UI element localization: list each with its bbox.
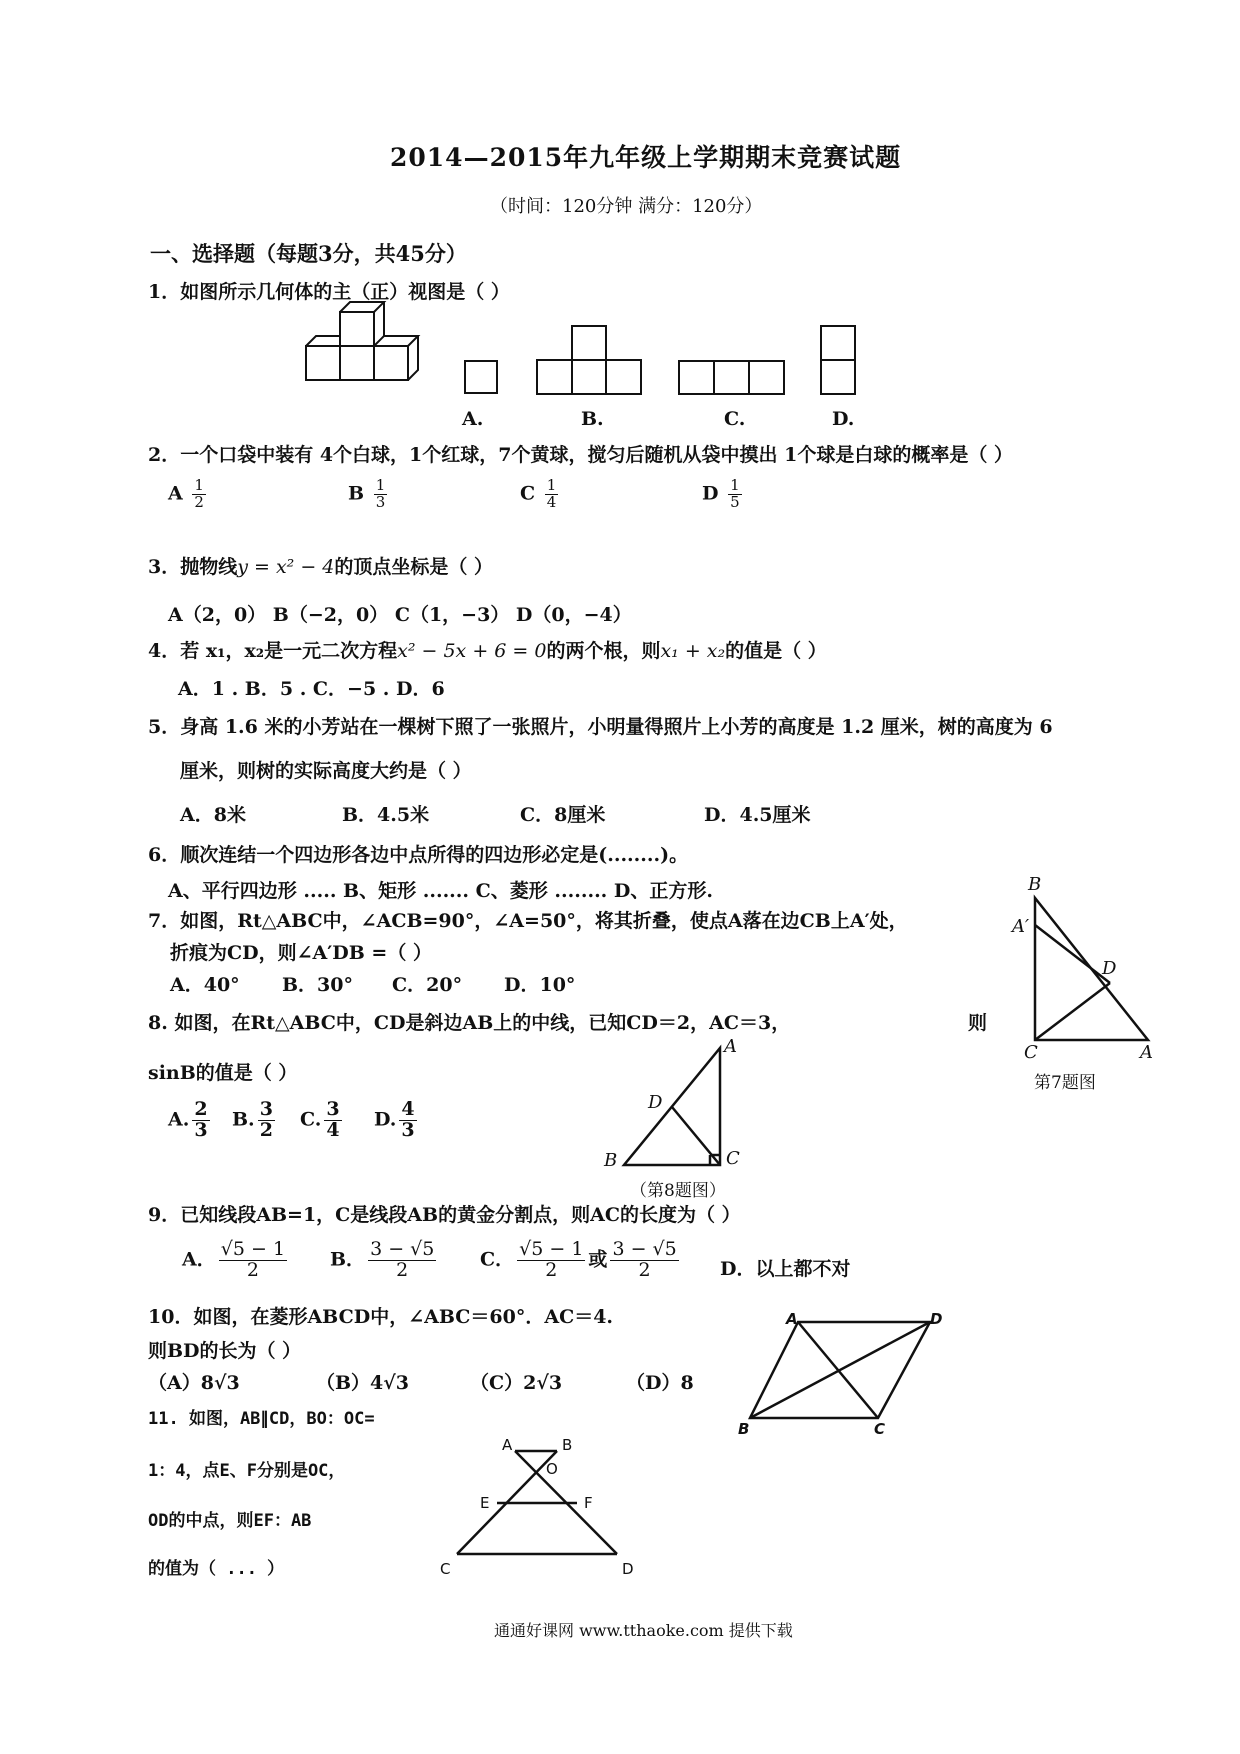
fraction — [368, 1240, 436, 1281]
question-10-line1: 10．如图，在菱形ABCD中，∠ABC＝60°．AC＝4. — [148, 1306, 614, 1328]
q8-label-b: B — [604, 1150, 618, 1171]
footer-source: 通通好课网 www.tthaoke.com 提供下载 — [494, 1621, 793, 1640]
fraction — [399, 1100, 416, 1141]
denominator: 2 — [545, 1258, 558, 1281]
fraction — [258, 1100, 275, 1141]
q11-label-e: E — [480, 1494, 490, 1512]
q1-option-a-figure — [464, 360, 498, 394]
q8-option-d[interactable] — [374, 1100, 420, 1141]
section-heading: 一、选择题（每题3分，共45分） — [150, 241, 467, 266]
q10-label-d: D — [930, 1310, 943, 1328]
option-letter: A． — [182, 1248, 216, 1271]
q10-label-c: C — [874, 1420, 886, 1438]
question-3-stem — [148, 552, 493, 579]
q1-option-b-figure — [536, 325, 644, 395]
question-7-line1: 7．如图，Rt△ABC中，∠ACB=90°，∠A=50°，将其折叠，使点A落在边CB上A′处， — [148, 910, 908, 932]
q8-triangle-figure — [620, 1045, 730, 1170]
question-5-line2: 厘米，则树的实际高度大约是（ ） — [180, 760, 472, 782]
fraction — [610, 1240, 678, 1281]
q7-label-a-prime: A′ — [1012, 916, 1030, 937]
formula-sum: x₁ + x₂ — [660, 640, 726, 662]
question-9-stem: 9．已知线段AB=1，C是线段AB的黄金分割点，则AC的长度为（ ） — [148, 1204, 741, 1226]
q7-label-d: D — [1102, 958, 1117, 979]
q11-label-d: D — [622, 1560, 634, 1578]
numerator: 4 — [401, 1098, 415, 1120]
q7-label-c: C — [1024, 1042, 1038, 1063]
question-11-line3: OD的中点，则EF：AB — [148, 1511, 312, 1531]
q10-option-a[interactable]: （A）8√3 — [148, 1372, 240, 1394]
question-8-line1-end: 则 — [968, 1012, 988, 1034]
fraction — [219, 1240, 287, 1281]
fraction — [192, 1100, 209, 1141]
denominator: 3 — [401, 1118, 415, 1141]
q9-option-a[interactable] — [182, 1240, 290, 1281]
denominator: 2 — [396, 1258, 409, 1281]
q11-label-o: O — [546, 1460, 558, 1478]
q11-label-b: B — [562, 1436, 573, 1454]
q1-option-c[interactable]: C. — [724, 408, 746, 430]
numerator: 1 — [375, 476, 386, 494]
formula: x² − 5x + 6 = 0 — [397, 640, 547, 662]
q7-option-a[interactable]: A．40° — [170, 974, 240, 996]
numerator: 1 — [730, 476, 740, 494]
exam-time-info: （时间：120分钟 满分：120分） — [490, 196, 763, 217]
option-letter: D — [702, 482, 719, 505]
q7-figure-caption: 第7题图 — [1034, 1073, 1096, 1093]
question-7-line2: 折痕为CD，则∠A′DB =（ ） — [170, 942, 432, 964]
denominator: 4 — [546, 492, 557, 511]
q7-option-c[interactable]: C．20° — [392, 974, 463, 996]
numerator: 3 — [326, 1098, 340, 1120]
numerator: 3 − √5 — [612, 1238, 677, 1260]
q1-option-d-figure — [820, 325, 856, 395]
option-letter: C． — [480, 1248, 515, 1271]
option-letter: A. — [168, 1108, 190, 1131]
q8-label-c: C — [726, 1148, 740, 1169]
q5-option-b[interactable]: B．4.5米 — [342, 804, 430, 826]
q1-option-d[interactable]: D. — [832, 408, 855, 430]
q2-option-d[interactable] — [702, 478, 745, 511]
numerator: 1 — [194, 476, 204, 494]
question-11-line1: 11. 如图，AB∥CD，BO：OC= — [148, 1409, 375, 1429]
q10-label-a: A — [786, 1310, 798, 1328]
question-11-line2: 1：4，点E、F分别是OC， — [148, 1461, 346, 1481]
q5-option-d[interactable]: D．4.5厘米 — [704, 804, 811, 826]
fraction — [728, 478, 742, 511]
denominator: 2 — [259, 1118, 273, 1141]
denominator: 2 — [194, 492, 204, 511]
fraction — [517, 1240, 585, 1281]
q11-label-c: C — [440, 1560, 451, 1578]
q6-options[interactable]: A、平行四边形 ..... B、矩形 ....... C、菱形 ........ D、正方形. — [168, 880, 713, 902]
option-letter: D. — [374, 1108, 397, 1131]
q8-label-a: A — [724, 1036, 737, 1057]
q5-option-c[interactable]: C．8厘米 — [520, 804, 606, 826]
q1-option-a[interactable]: A. — [462, 408, 484, 430]
q8-option-c[interactable] — [300, 1100, 345, 1141]
fraction — [374, 478, 388, 511]
option-letter: A — [168, 482, 183, 505]
numerator: √5 − 1 — [220, 1238, 286, 1260]
q8-label-d: D — [648, 1092, 663, 1113]
question-6-stem: 6．顺次连结一个四边形各边中点所得的四边形必定是(........)。 — [148, 844, 689, 866]
denominator: 2 — [638, 1258, 651, 1281]
q1-option-b[interactable]: B. — [581, 408, 604, 430]
numerator: √5 − 1 — [519, 1238, 584, 1260]
stem-prefix: 3．抛物线 — [148, 556, 238, 578]
page-title: 2014—2015年九年级上学期期末竞赛试题 — [390, 143, 902, 172]
stem-mid: 的两个根，则 — [546, 640, 661, 662]
question-10-line2: 则BD的长为（ ） — [148, 1340, 302, 1362]
formula: y = x² − 4 — [237, 556, 335, 578]
option-letter: B — [348, 482, 365, 505]
stem-suffix: 的值是（ ） — [725, 640, 827, 662]
q10-option-b[interactable]: （B）4√3 — [316, 1372, 409, 1394]
q9-option-d[interactable]: D．以上都不对 — [720, 1258, 851, 1280]
question-8-line2: sinB的值是（ ） — [148, 1062, 298, 1084]
fraction — [545, 478, 559, 511]
denominator: 5 — [730, 492, 740, 511]
q7-label-a: A — [1140, 1042, 1153, 1063]
question-11-line4: 的值为（ ... ） — [148, 1559, 285, 1579]
option-letter: C. — [300, 1108, 322, 1131]
option-letter: B. — [232, 1108, 255, 1131]
q10-option-c[interactable]: （C）2√3 — [470, 1372, 563, 1394]
q8-option-a[interactable] — [168, 1100, 213, 1141]
denominator: 3 — [375, 492, 386, 511]
q4-options[interactable]: A．1 . B．5 . C．−5 . D．6 — [178, 678, 445, 700]
q10-label-b: B — [738, 1420, 750, 1438]
stem-suffix: 的顶点坐标是（ ） — [334, 556, 494, 578]
q8-figure-caption: （第8题图） — [630, 1181, 726, 1201]
option-letter: B． — [330, 1248, 366, 1271]
option-letter: C — [520, 482, 536, 505]
or-text: 或 — [588, 1248, 608, 1271]
q9-option-c[interactable] — [480, 1240, 682, 1281]
q8-option-b[interactable] — [232, 1100, 278, 1141]
q10-rhombus-figure — [748, 1318, 938, 1424]
fraction — [192, 478, 206, 511]
q10-option-d[interactable]: （D）8 — [626, 1372, 694, 1394]
question-1-stem: 1．如图所示几何体的主（正）视图是（ ） — [148, 281, 510, 303]
q2-option-c[interactable] — [520, 478, 561, 511]
q2-option-b[interactable] — [348, 478, 390, 511]
q7-option-d[interactable]: D．10° — [504, 974, 576, 996]
denominator: 3 — [194, 1118, 208, 1141]
q7-option-b[interactable]: B．30° — [282, 974, 353, 996]
q1-option-c-figure — [678, 360, 786, 396]
q11-label-f: F — [584, 1494, 593, 1512]
q7-label-b: B — [1028, 874, 1042, 895]
q2-option-a[interactable] — [168, 478, 209, 511]
question-5-line1: 5．身高 1.6 米的小芳站在一棵树下照了一张照片，小明量得照片上小芳的高度是 1.2 厘米，树的高度为 6 — [148, 716, 1053, 738]
question-4-stem — [148, 636, 827, 663]
q7-triangle-figure — [1030, 895, 1150, 1045]
question-8-line1: 8. 如图，在Rt△ABC中，CD是斜边AB上的中线，已知CD＝2，AC＝3， — [148, 1012, 791, 1034]
stem-prefix: 4．若 x₁，x₂是一元二次方程 — [148, 640, 398, 662]
question-2-stem: 2．一个口袋中装有 4个白球，1个红球，7个黄球，搅匀后随机从袋中摸出 1个球是白球的概率是（ ） — [148, 444, 1013, 466]
denominator: 2 — [246, 1258, 259, 1281]
numerator: 1 — [546, 476, 557, 494]
q9-option-b[interactable] — [330, 1240, 439, 1281]
q5-option-a[interactable]: A．8米 — [180, 804, 246, 826]
numerator: 2 — [194, 1098, 208, 1120]
numerator: 3 − √5 — [370, 1238, 435, 1260]
q3-options[interactable]: A（2，0） B（−2，0） C（1，−3） D（0，−4） — [168, 604, 632, 626]
q11-label-a: A — [502, 1436, 513, 1454]
fraction — [324, 1100, 341, 1141]
numerator: 3 — [259, 1098, 273, 1120]
q1-solid-figure — [306, 310, 428, 394]
denominator: 4 — [326, 1118, 340, 1141]
